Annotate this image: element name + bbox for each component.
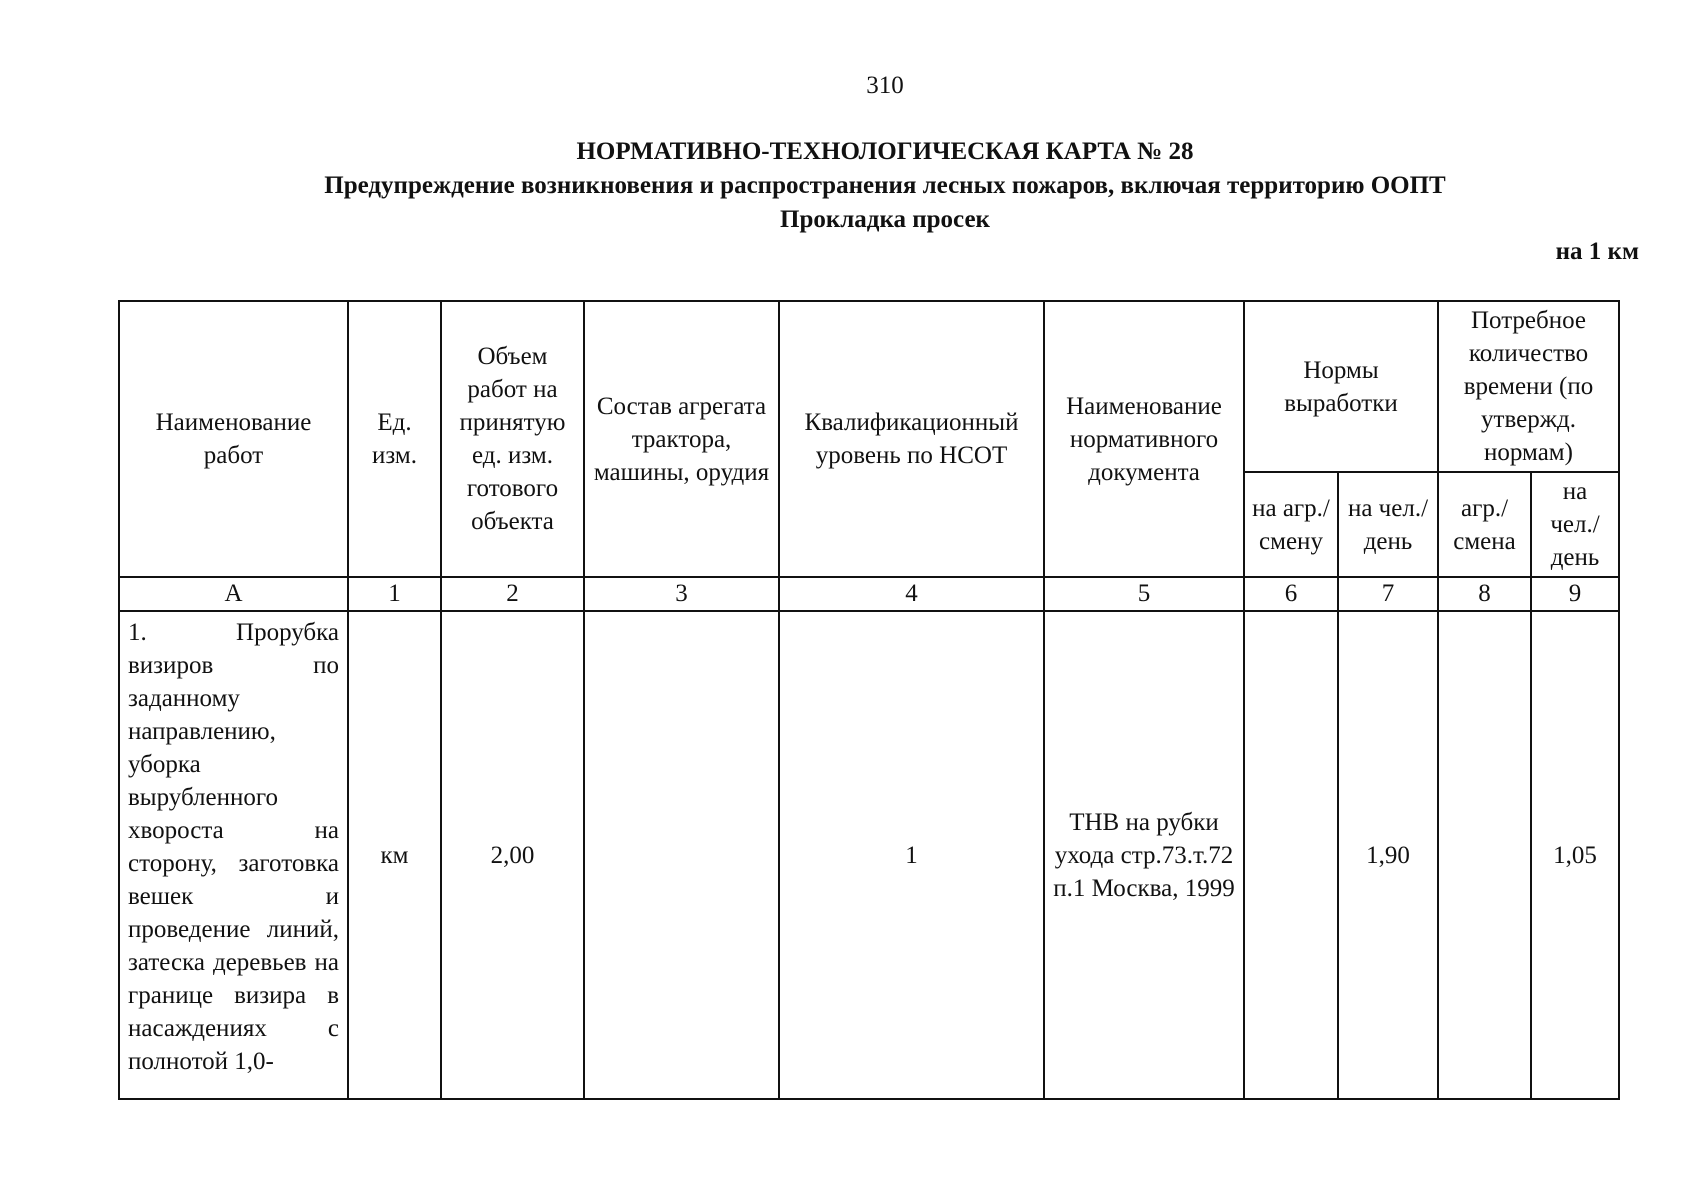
- header-norms-agr: на агр./ смену: [1244, 472, 1338, 577]
- header-unit: Ед. изм.: [348, 301, 441, 577]
- unit-cell: км: [348, 611, 441, 1099]
- header-name: Наименование работ: [119, 301, 348, 577]
- header-composition: Состав агрегата трактора, машины, орудия: [584, 301, 779, 577]
- norms-table: [118, 300, 1620, 1100]
- time-man-cell: 1,05: [1531, 611, 1619, 1099]
- document-subtitle: Предупреждение возникновения и распространения лесных пожаров, включая территорию ООПТ: [324, 172, 1446, 199]
- header-volume: Объем работ на принятую ед. изм. готового объекта: [441, 301, 584, 577]
- header-document: Наименование нормативного документа: [1044, 301, 1244, 577]
- section-title: Прокладка просек: [780, 206, 990, 233]
- norm-agr-cell: [1244, 611, 1338, 1099]
- unit-note: на 1 км: [1555, 238, 1639, 265]
- header-norms: Нормы выработки: [1244, 301, 1438, 472]
- document-title: НОРМАТИВНО-ТЕХНОЛОГИЧЕСКАЯ КАРТА № 28: [576, 138, 1194, 165]
- header-norms-man: на чел./ день: [1338, 472, 1438, 577]
- column-number: 9: [1531, 577, 1619, 611]
- volume-cell: 2,00: [441, 611, 584, 1099]
- page-number: 310: [866, 72, 904, 99]
- column-number: 2: [441, 577, 584, 611]
- column-number: А: [119, 577, 348, 611]
- column-number: 5: [1044, 577, 1244, 611]
- column-number: 3: [584, 577, 779, 611]
- work-name-cell: 1. Прорубка визиров по заданному направлению, уборка вырубленного хвороста на сторону, заготовка вешек и проведение линий, затеска деревьев на границе визира в насаждениях с полнотой 1,0-: [119, 611, 348, 1099]
- header-row-1: [119, 301, 1619, 472]
- column-number: 7: [1338, 577, 1438, 611]
- header-time-agr: агр./ смена: [1438, 472, 1531, 577]
- table-row: [119, 611, 1619, 1099]
- norm-man-cell: 1,90: [1338, 611, 1438, 1099]
- document-cell: ТНВ на рубки ухода стр.73.т.72 п.1 Москва, 1999: [1044, 611, 1244, 1099]
- column-number-row: [119, 577, 1619, 611]
- column-number: 4: [779, 577, 1044, 611]
- column-number: 1: [348, 577, 441, 611]
- qualification-cell: 1: [779, 611, 1044, 1099]
- composition-cell: [584, 611, 779, 1099]
- column-number: 6: [1244, 577, 1338, 611]
- header-time-man: на чел./ день: [1531, 472, 1619, 577]
- header-time: Потребное количество времени (по утвержд. нормам): [1438, 301, 1619, 472]
- time-agr-cell: [1438, 611, 1531, 1099]
- header-qualification: Квалификационный уровень по НСОТ: [779, 301, 1044, 577]
- column-number: 8: [1438, 577, 1531, 611]
